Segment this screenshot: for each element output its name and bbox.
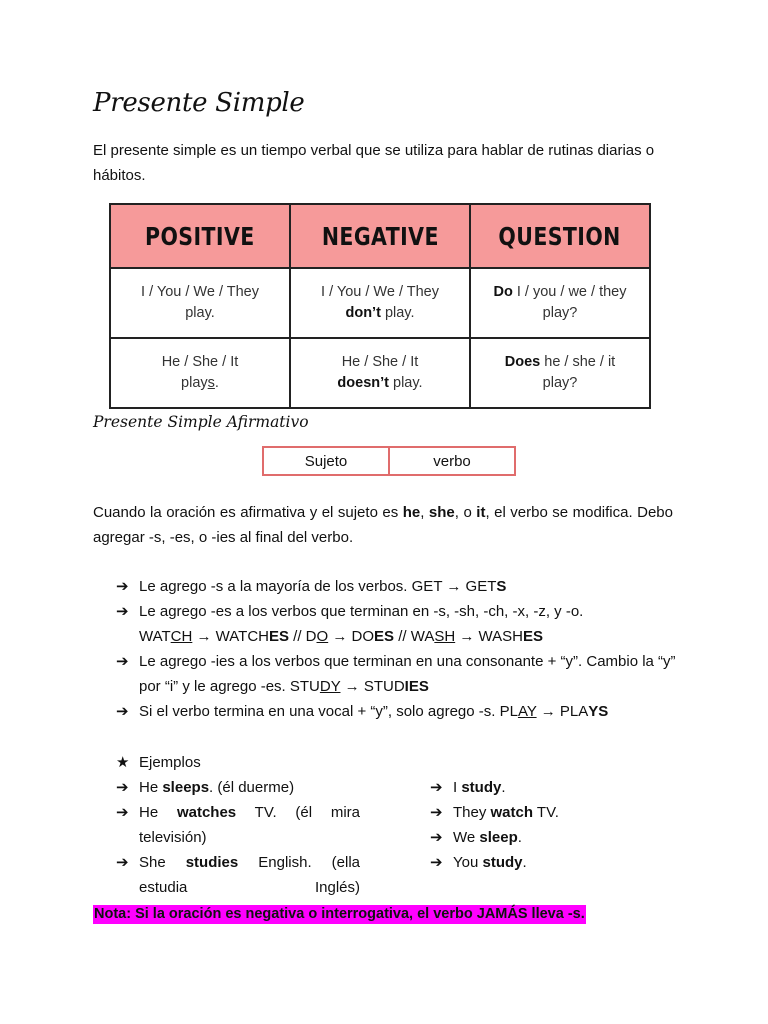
list-item: ➔ Si el verbo termina en una vocal + “y”, solo agrego -s. PLAY → PLAYS — [116, 699, 676, 724]
arrow-bullet-icon: ➔ — [430, 779, 443, 796]
list-item: ➔ We sleep. — [430, 825, 680, 850]
structure-subject: Sujeto — [264, 448, 390, 474]
arrow-bullet-icon: ➔ — [116, 854, 129, 871]
arrow-bullet-icon: ➔ — [116, 703, 129, 720]
table-row — [110, 268, 650, 338]
list-item: ➔ I study. — [430, 775, 680, 800]
cell-negative-plural: I / You / We / They don’t play. — [290, 268, 470, 338]
cell-question-plural: Do I / you / we / they play? — [470, 268, 650, 338]
list-item: ➔ Le agrego -es a los verbos que terminan en -s, -sh, -ch, -x, -z, y -o. WATCH → WATCHES // DO → DOES // WASH → WASHES — [116, 599, 676, 649]
examples-heading: ★ Ejemplos — [116, 750, 201, 775]
examples-left-column — [116, 775, 360, 900]
section-subtitle: Presente Simple Afirmativo — [93, 413, 309, 431]
cell-positive-singular: He / She / It plays. — [110, 338, 290, 408]
cell-positive-plural: I / You / We / They play. — [110, 268, 290, 338]
examples-right-column — [430, 775, 680, 875]
header-question: QUESTION — [470, 204, 650, 268]
intro-paragraph: El presente simple es un tiempo verbal que se utiliza para hablar de rutinas diarias o hábitos. — [93, 142, 655, 184]
table-header-row — [110, 204, 650, 268]
note-highlight: Nota: Si la oración es negativa o interrogativa, el verbo JAMÁS lleva -s. — [94, 906, 585, 922]
list-item: ➔ Le agrego -s a la mayoría de los verbos. GET → GETS — [116, 574, 676, 599]
page-title: Presente Simple — [93, 88, 305, 118]
structure-verb: verbo — [433, 452, 471, 470]
star-icon: ★ — [116, 754, 130, 771]
list-item: ➔ You study. — [430, 850, 680, 875]
table-row — [110, 338, 650, 408]
arrow-bullet-icon: ➔ — [430, 854, 443, 871]
grammar-table — [109, 203, 651, 409]
arrow-bullet-icon: ➔ — [116, 578, 129, 595]
arrow-bullet-icon: ➔ — [116, 804, 129, 821]
list-item: ➔ They watch TV. — [430, 800, 680, 825]
header-negative: NEGATIVE — [290, 204, 470, 268]
explanation-paragraph: Cuando la oración es afirmativa y el sujeto es he, she, o it, el verbo se modifica. Debo agregar -s, -es, o -ies al final del verbo. — [93, 504, 673, 546]
cell-negative-singular: He / She / It doesn’t play. — [290, 338, 470, 408]
arrow-bullet-icon: ➔ — [116, 653, 129, 670]
arrow-bullet-icon: ➔ — [430, 804, 443, 821]
header-positive: POSITIVE — [110, 204, 290, 268]
structure-box — [262, 446, 516, 476]
list-item: ➔ She studies English. (ella estudia Inglés) — [116, 850, 360, 900]
arrow-bullet-icon: ➔ — [116, 779, 129, 796]
cell-question-singular: Does he / she / it play? — [470, 338, 650, 408]
list-item: ➔ He sleeps. (él duerme) — [116, 775, 360, 800]
arrow-bullet-icon: ➔ — [430, 829, 443, 846]
rules-list — [116, 574, 676, 724]
list-item: ➔ Le agrego -ies a los verbos que terminan en una consonante + “y”. Cambio la “y” por “i” y le agrego -es. STUDY → STUDIES — [116, 649, 676, 699]
arrow-bullet-icon: ➔ — [116, 603, 129, 620]
list-item: ➔ He watches TV. (él mira televisión) — [116, 800, 360, 850]
